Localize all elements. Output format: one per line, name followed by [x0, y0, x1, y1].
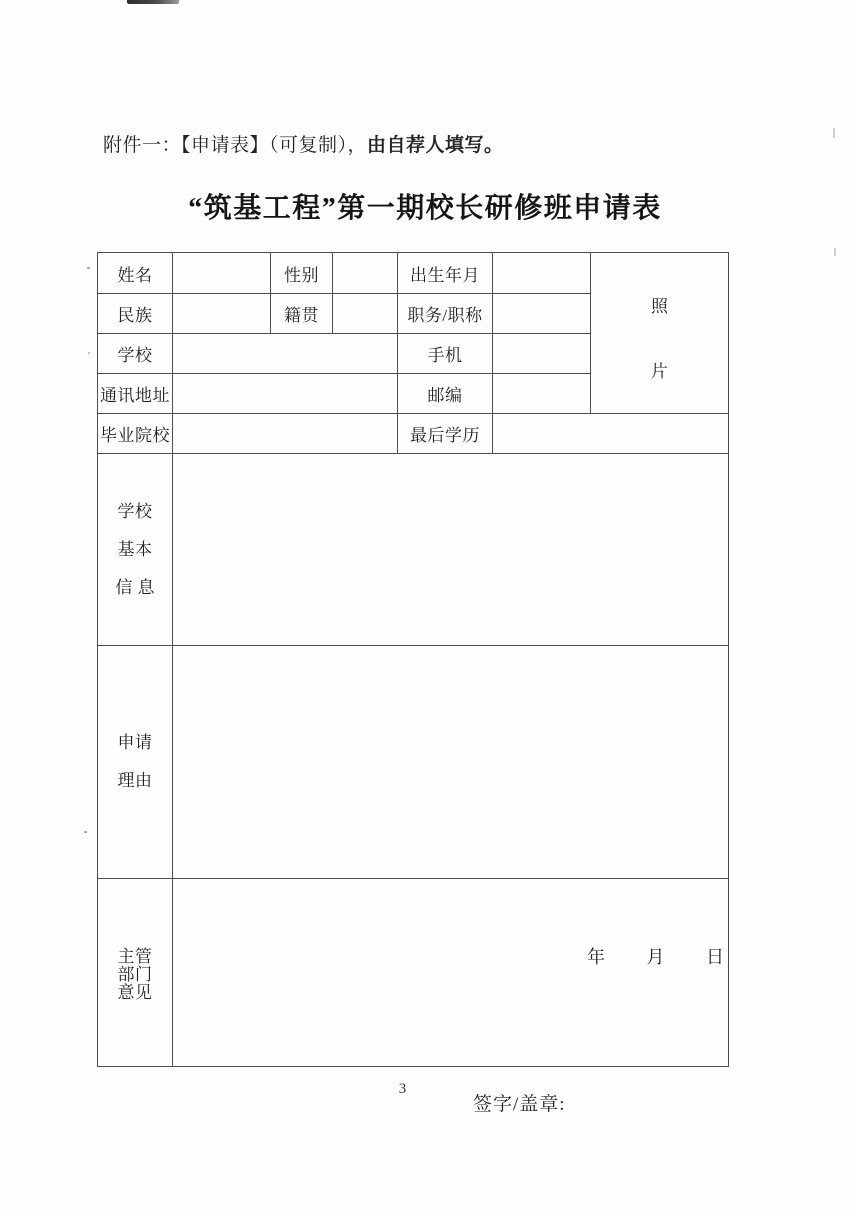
native-place-value-cell	[333, 294, 398, 334]
page-title: “筑基工程”第一期校长研修班申请表	[188, 193, 662, 224]
attachment-note	[103, 130, 504, 157]
year-label: 年	[587, 946, 605, 967]
dept-opinion-label	[98, 879, 173, 1067]
reason-value-cell	[173, 646, 729, 879]
dept-opinion-value-cell	[173, 879, 729, 1115]
reason-label-line2: 理由	[117, 771, 153, 790]
photo-cell	[591, 253, 729, 414]
postal-code-label: 邮编	[398, 374, 493, 414]
ethnicity-label: 民族	[98, 294, 173, 334]
gender-label: 性别	[271, 253, 333, 294]
final-education-label: 最后学历	[398, 414, 493, 454]
address-label: 通讯地址	[98, 374, 173, 414]
photo-label-line1: 照	[651, 297, 668, 316]
graduate-college-label: 毕业院校	[98, 414, 173, 454]
dept-opinion-label-line1: 主管	[117, 947, 153, 966]
scan-artifact-dash	[833, 128, 835, 138]
school-info-label-line1: 学校	[117, 501, 153, 521]
name-label: 姓名	[98, 253, 173, 294]
dept-opinion-label-line2: 部门	[117, 965, 153, 984]
scan-artifact-speck	[87, 267, 90, 269]
position-title-value-cell	[493, 294, 591, 334]
ethnicity-value-cell	[173, 294, 271, 334]
position-title-label: 职务/职称	[398, 294, 493, 334]
table-row-graduate-college	[98, 414, 729, 454]
table-row-dept-opinion	[98, 879, 729, 1067]
final-education-value-cell	[493, 414, 729, 454]
address-value-cell	[173, 374, 398, 414]
school-info-label	[98, 454, 173, 646]
photo-label-line2: 片	[651, 362, 668, 381]
photo-placeholder	[591, 284, 728, 382]
school-value-cell	[173, 334, 398, 374]
date-line	[587, 948, 724, 966]
attachment-note-suffix: 由自荐人填写。	[367, 135, 504, 156]
page-number: 3	[398, 1081, 407, 1097]
day-label: 日	[706, 946, 724, 967]
scan-artifact-speck	[84, 831, 87, 833]
application-form-table	[97, 252, 729, 1115]
graduate-college-value-cell	[173, 414, 398, 454]
signature-seal-label: 签字/盖章:	[473, 1093, 566, 1115]
dept-opinion-label-stack	[98, 927, 172, 1018]
school-info-value-cell	[173, 454, 729, 646]
table-row-school-info	[98, 454, 729, 646]
native-place-label: 籍贯	[271, 294, 333, 334]
name-value-cell	[173, 253, 271, 294]
school-info-label-stack	[98, 503, 172, 597]
reason-label-stack	[98, 734, 172, 790]
dept-opinion-label-line3: 意见	[117, 983, 153, 1002]
reason-label	[98, 646, 173, 879]
scan-artifact-dash	[834, 248, 836, 256]
birth-date-value-cell	[493, 253, 591, 294]
school-info-label-line2: 基本	[117, 539, 153, 559]
scan-artifact-smudge	[127, 0, 179, 4]
mobile-value-cell	[493, 334, 591, 374]
gender-value-cell	[333, 253, 398, 294]
scan-artifact-speck	[88, 352, 90, 354]
table-row-reason	[98, 646, 729, 879]
table-row-name	[98, 253, 729, 294]
birth-date-label: 出生年月	[398, 253, 493, 294]
attachment-note-prefix: 附件一：【申请表】（可复制），	[103, 135, 368, 156]
school-label: 学校	[98, 334, 173, 374]
mobile-label: 手机	[398, 334, 493, 374]
school-info-label-line3: 信息	[115, 577, 160, 597]
reason-label-line1: 申请	[117, 733, 153, 752]
postal-code-value-cell	[493, 374, 591, 414]
month-label: 月	[646, 946, 665, 967]
